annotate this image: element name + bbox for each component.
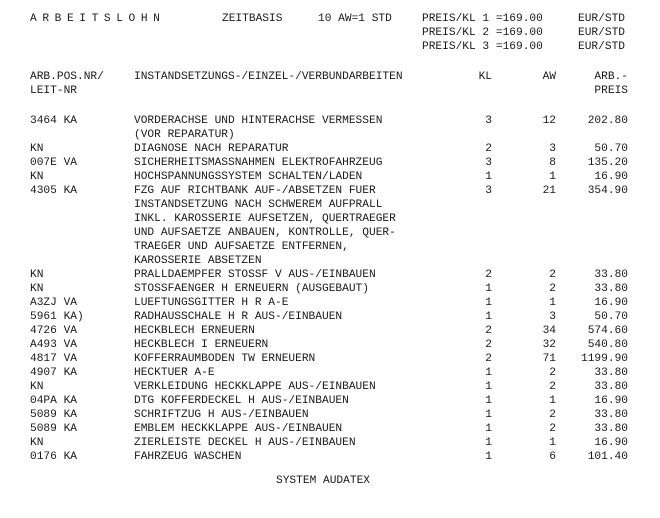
row-description-line: HOCHSPANNUNGSSYSTEM SCHALTEN/LADEN — [134, 171, 363, 183]
row-price: 1199.90 — [581, 353, 628, 365]
row-aw: 32 — [542, 339, 556, 351]
column-header-aw: AW — [542, 71, 556, 83]
row-position-number: 3464 KA — [30, 115, 77, 127]
row-position-number: 4907 KA — [30, 367, 77, 379]
row-price: 16.90 — [594, 171, 628, 183]
row-aw: 2 — [549, 409, 556, 421]
row-description-line: INKL. KAROSSERIE AUFSETZEN, QUERTRAEGER — [134, 213, 396, 225]
row-class: 2 — [485, 143, 492, 155]
price-class-3: PREIS/KL 3 =169.00 — [422, 41, 543, 53]
row-description-line: FAHRZEUG WASCHEN — [134, 451, 242, 463]
row-position-number: 007E VA — [30, 157, 77, 169]
row-aw: 1 — [549, 171, 556, 183]
row-class: 1 — [485, 437, 492, 449]
row-aw: 71 — [542, 353, 556, 365]
row-aw: 1 — [549, 297, 556, 309]
price-class-3-unit: EUR/STD — [578, 41, 625, 53]
price-class-2: PREIS/KL 2 =169.00 — [422, 27, 543, 39]
row-description-line: DIAGNOSE NACH REPARATUR — [134, 143, 289, 155]
row-description-line: TRAEGER UND AUFSAETZE ENTFERNEN, — [134, 241, 349, 253]
row-price: 33.80 — [594, 283, 628, 295]
row-aw: 2 — [549, 269, 556, 281]
row-aw: 6 — [549, 451, 556, 463]
row-description-line: (VOR REPARATUR) — [134, 129, 235, 141]
row-class: 2 — [485, 269, 492, 281]
row-price: 50.70 — [594, 143, 628, 155]
row-description-line: DTG KOFFERDECKEL H AUS-/EINBAUEN — [134, 395, 349, 407]
row-position-number: KN — [30, 143, 44, 155]
row-description-line: LUEFTUNGSGITTER H R A-E — [134, 297, 289, 309]
row-description-line: KAROSSERIE ABSETZEN — [134, 255, 262, 267]
row-position-number: KN — [30, 269, 44, 281]
row-aw: 2 — [549, 283, 556, 295]
row-position-number: KN — [30, 437, 44, 449]
row-aw: 34 — [542, 325, 556, 337]
row-price: 33.80 — [594, 269, 628, 281]
row-class: 1 — [485, 423, 492, 435]
row-class: 1 — [485, 395, 492, 407]
row-price: 101.40 — [587, 451, 628, 463]
row-price: 33.80 — [594, 409, 628, 421]
row-price: 135.20 — [587, 157, 628, 169]
column-header-position: ARB.POS.NR/ — [30, 71, 104, 83]
system-footer: SYSTEM AUDATEX — [276, 475, 370, 487]
row-description-line: SCHRIFTZUG H AUS-/EINBAUEN — [134, 409, 309, 421]
row-aw: 2 — [549, 367, 556, 379]
row-position-number: 4726 VA — [30, 325, 77, 337]
row-price: 50.70 — [594, 311, 628, 323]
column-header-description: INSTANDSETZUNGS-/EINZEL-/VERBUNDARBEITEN — [134, 71, 403, 83]
row-class: 3 — [485, 185, 492, 197]
aw-rate-label: 10 AW=1 STD — [318, 13, 392, 25]
row-description-line: HECKTUER A-E — [134, 367, 215, 379]
row-position-number: KN — [30, 171, 44, 183]
row-class: 1 — [485, 311, 492, 323]
row-class: 1 — [485, 409, 492, 421]
row-position-number: A493 VA — [30, 339, 77, 351]
row-description-line: PRALLDAEMPFER STOSSF V AUS-/EINBAUEN — [134, 269, 376, 281]
row-position-number: 04PA KA — [30, 395, 77, 407]
row-aw: 3 — [549, 311, 556, 323]
row-aw: 8 — [549, 157, 556, 169]
row-description-line: HECKBLECH I ERNEUERN — [134, 339, 269, 351]
row-class: 1 — [485, 171, 492, 183]
row-aw: 2 — [549, 381, 556, 393]
row-description-line: FZG AUF RICHTBANK AUF-/ABSETZEN FUER — [134, 185, 376, 197]
row-position-number: KN — [30, 381, 44, 393]
time-basis-label: ZEITBASIS — [222, 13, 283, 25]
row-price: 33.80 — [594, 367, 628, 379]
row-class: 1 — [485, 451, 492, 463]
column-header-price-sub: PREIS — [594, 85, 628, 97]
row-class: 1 — [485, 367, 492, 379]
row-position-number: 5089 KA — [30, 409, 77, 421]
row-class: 3 — [485, 115, 492, 127]
row-position-number: 5089 KA — [30, 423, 77, 435]
row-position-number: 4817 VA — [30, 353, 77, 365]
row-aw: 1 — [549, 437, 556, 449]
row-class: 2 — [485, 353, 492, 365]
row-description-line: INSTANDSETZUNG NACH SCHWEREM AUFPRALL — [134, 199, 383, 211]
row-description-line: UND AUFSAETZE ANBAUEN, KONTROLLE, QUER- — [134, 227, 396, 239]
row-position-number: 4305 KA — [30, 185, 77, 197]
column-header-class: KL — [478, 71, 492, 83]
column-header-position-sub: LEIT-NR — [30, 85, 77, 97]
row-price: 16.90 — [594, 395, 628, 407]
row-description-line: STOSSFAENGER H ERNEUERN (AUSGEBAUT) — [134, 283, 369, 295]
row-price: 540.80 — [587, 339, 628, 351]
row-price: 33.80 — [594, 381, 628, 393]
row-class: 2 — [485, 339, 492, 351]
row-class: 1 — [485, 381, 492, 393]
row-description-line: EMBLEM HECKKLAPPE AUS-/EINBAUEN — [134, 423, 343, 435]
row-position-number: 0176 KA — [30, 451, 77, 463]
row-description-line: VERKLEIDUNG HECKKLAPPE AUS-/EINBAUEN — [134, 381, 376, 393]
row-description-line: SICHERHEITSMASSNAHMEN ELEKTROFAHRZEUG — [134, 157, 383, 169]
row-class: 3 — [485, 157, 492, 169]
row-aw: 21 — [542, 185, 556, 197]
row-price: 354.90 — [587, 185, 628, 197]
row-aw: 3 — [549, 143, 556, 155]
row-class: 2 — [485, 325, 492, 337]
price-class-1: PREIS/KL 1 =169.00 — [422, 13, 543, 25]
row-description-line: VORDERACHSE UND HINTERACHSE VERMESSEN — [134, 115, 383, 127]
row-position-number: A3ZJ VA — [30, 297, 77, 309]
row-price: 16.90 — [594, 437, 628, 449]
row-position-number: 5961 KA) — [30, 311, 84, 323]
row-description-line: HECKBLECH ERNEUERN — [134, 325, 255, 337]
row-description-line: ZIERLEISTE DECKEL H AUS-/EINBAUEN — [134, 437, 356, 449]
row-description-line: KOFFERRAUMBODEN TW ERNEUERN — [134, 353, 316, 365]
row-class: 1 — [485, 283, 492, 295]
row-price: 574.60 — [587, 325, 628, 337]
document-title: ARBEITSLOHN — [30, 13, 166, 25]
row-price: 16.90 — [594, 297, 628, 309]
row-price: 33.80 — [594, 423, 628, 435]
row-position-number: KN — [30, 283, 44, 295]
row-description-line: RADHAUSSCHALE H R AUS-/EINBAUEN — [134, 311, 343, 323]
row-aw: 1 — [549, 395, 556, 407]
row-price: 202.80 — [587, 115, 628, 127]
row-class: 1 — [485, 297, 492, 309]
row-aw: 12 — [542, 115, 556, 127]
column-header-price: ARB.- — [594, 71, 628, 83]
row-aw: 2 — [549, 423, 556, 435]
price-class-2-unit: EUR/STD — [578, 27, 625, 39]
price-class-1-unit: EUR/STD — [578, 13, 625, 25]
